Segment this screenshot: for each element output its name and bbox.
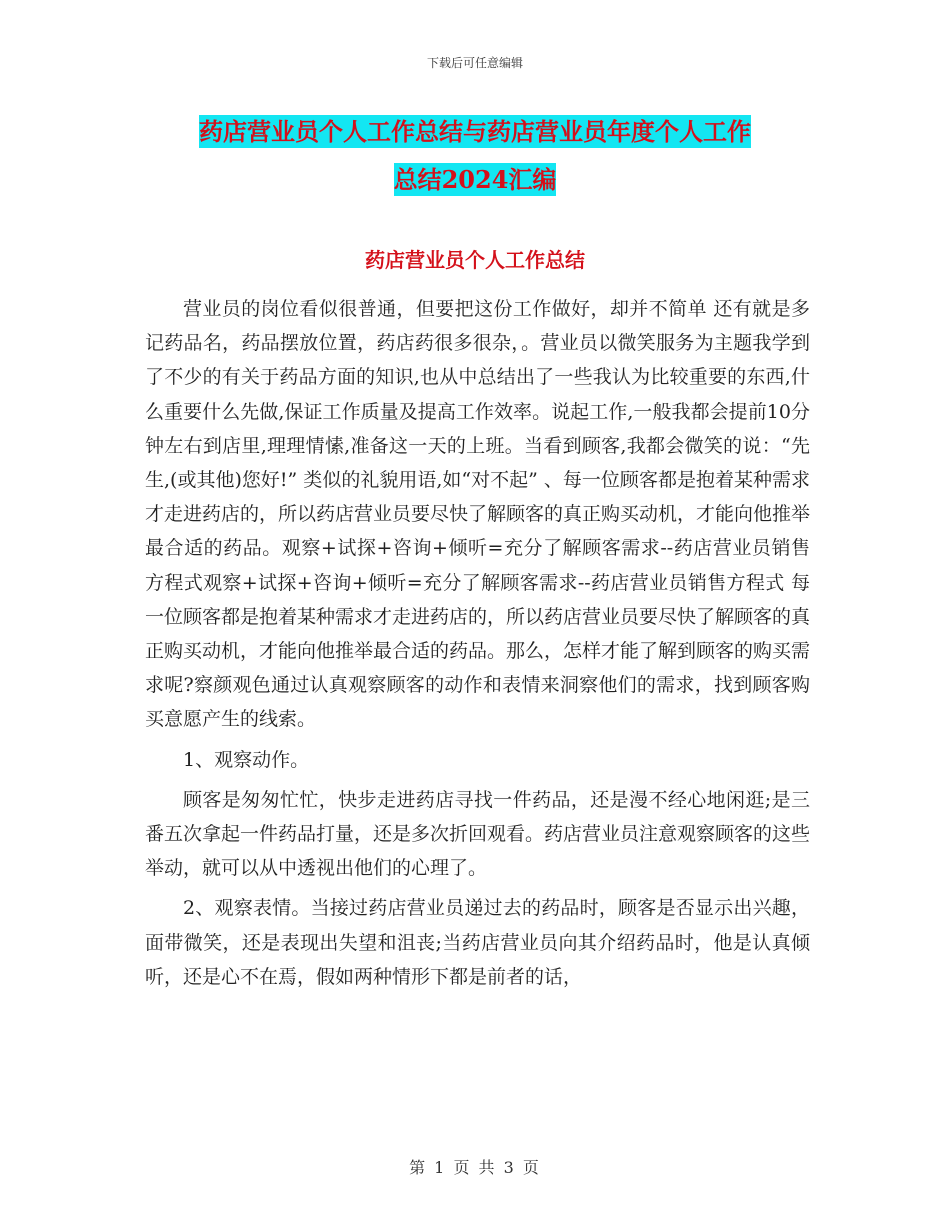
paragraph: 营业员的岗位看似很普通，但要把这份工作做好，却并不简单 还有就是多记药品名，药品摆放位置，药店药很多很杂，。营业员以微笑服务为主题我学到了不少的有关于药品方面的知识,也从中总结出了一些我认为比较重要的东西,什么重要什么先做,保证工作质量及提高工作效率。说起工作,一般我都会提前10分钟左右到店里,理理情愫,准备这一天的上班。当看到顾客,我都会微笑的说：“先生,(或其他)您好!” 类似的礼貌用语,如“对不起” 、每一位顾客都是抱着某种需求才走进药店的，所以药店营业员要尽快了解顾客的真正购买动机，才能向他推举最合适的药品。观察+试探+咨询+倾听=充分了解顾客需求--药店营业员销售方程式观察+试探+咨询+倾听=充分了解顾客需求--药店营业员销售方程式 每一位顾客都是抱着某种需求才走进药店的，所以药店营业员要尽快了解顾客的真正购买动机，才能向他推举最合适的药品。那么，怎样才能了解到顾客的购买需求呢?察颜观色通过认真观察顾客的动作和表情来洞察他们的需求，找到顾客购买意愿产生的线索。	[145, 298, 811, 731]
document-body	[145, 292, 810, 994]
document-title	[150, 108, 800, 204]
document-title-line-1: 药店营业员个人工作总结与药店营业员年度个人工作	[199, 117, 751, 146]
page-footer: 第 1 页 共 3 页	[409, 1158, 541, 1177]
page-header-note: 下载后可任意编辑	[426, 56, 523, 70]
document-title-line-2: 总结2024汇编	[393, 165, 557, 194]
paragraph: 顾客是匆匆忙忙，快步走进药店寻找一件药品，还是漫不经心地闲逛;是三番五次拿起一件药品打量，还是多次折回观看。药店营业员注意观察顾客的这些举动，就可以从中透视出他们的心理了。	[145, 788, 811, 880]
paragraph: 1、观察动作。	[183, 748, 310, 771]
section-title: 药店营业员个人工作总结	[365, 248, 585, 272]
paragraph: 2、观察表情。当接过药店营业员递过去的药品时，顾客是否显示出兴趣，面带微笑，还是表现出失望和沮丧;当药店营业员向其介绍药品时，他是认真倾听，还是心不在焉，假如两种情形下都是前者的话，	[145, 897, 810, 988]
